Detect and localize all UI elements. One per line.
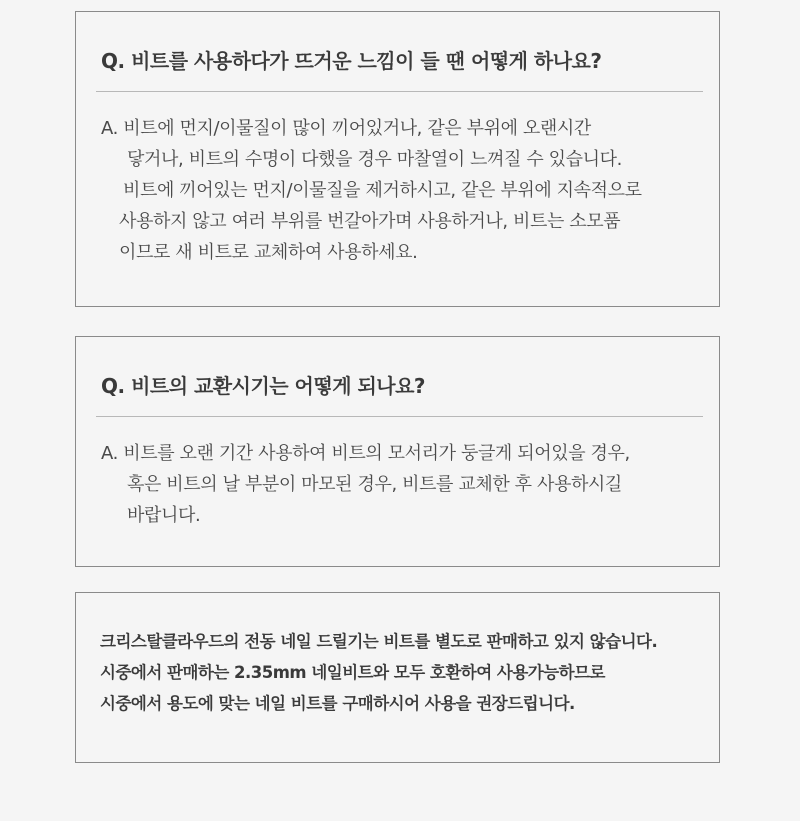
notice-box — [75, 592, 720, 763]
notice-line: 시중에서 용도에 맞는 네일 비트를 구매하시어 사용을 권장드립니다. — [100, 694, 575, 713]
faq-answer-line: 혹은 비트의 날 부분이 마모된 경우, 비트를 교체한 후 사용하시길 — [127, 474, 622, 495]
faq-answer-line: 사용하지 않고 여러 부위를 번갈아가며 사용하거나, 비트는 소모품 — [119, 211, 621, 232]
faq-item-bit-replacement — [75, 336, 720, 567]
faq-answer — [101, 438, 630, 531]
faq-answer-line: A. 비트를 오랜 기간 사용하여 비트의 모서리가 둥글게 되어있을 경우, — [101, 443, 630, 464]
notice-line: 크리스탈클라우드의 전동 네일 드릴기는 비트를 별도로 판매하고 있지 않습니다. — [100, 632, 658, 651]
faq-question: Q. 비트의 교환시기는 어떻게 되나요? — [101, 374, 426, 398]
faq-answer-line: 이므로 새 비트로 교체하여 사용하세요. — [119, 242, 418, 263]
notice-line: 시중에서 판매하는 2.35mm 네일비트와 모두 호환하여 사용가능하므로 — [100, 663, 605, 682]
faq-divider — [96, 91, 703, 92]
faq-answer — [101, 113, 642, 268]
faq-item-bit-overheating — [75, 11, 720, 307]
faq-answer-line: 닿거나, 비트의 수명이 다했을 경우 마찰열이 느껴질 수 있습니다. — [127, 149, 622, 170]
faq-question: Q. 비트를 사용하다가 뜨거운 느낌이 들 땐 어떻게 하나요? — [101, 49, 602, 73]
notice-text — [100, 626, 657, 719]
faq-answer-line: A. 비트에 먼지/이물질이 많이 끼어있거나, 같은 부위에 오랜시간 — [101, 118, 591, 139]
faq-answer-line: 바랍니다. — [127, 505, 201, 526]
faq-divider — [96, 416, 703, 417]
faq-answer-line: 비트에 끼어있는 먼지/이물질을 제거하시고, 같은 부위에 지속적으로 — [123, 180, 642, 201]
